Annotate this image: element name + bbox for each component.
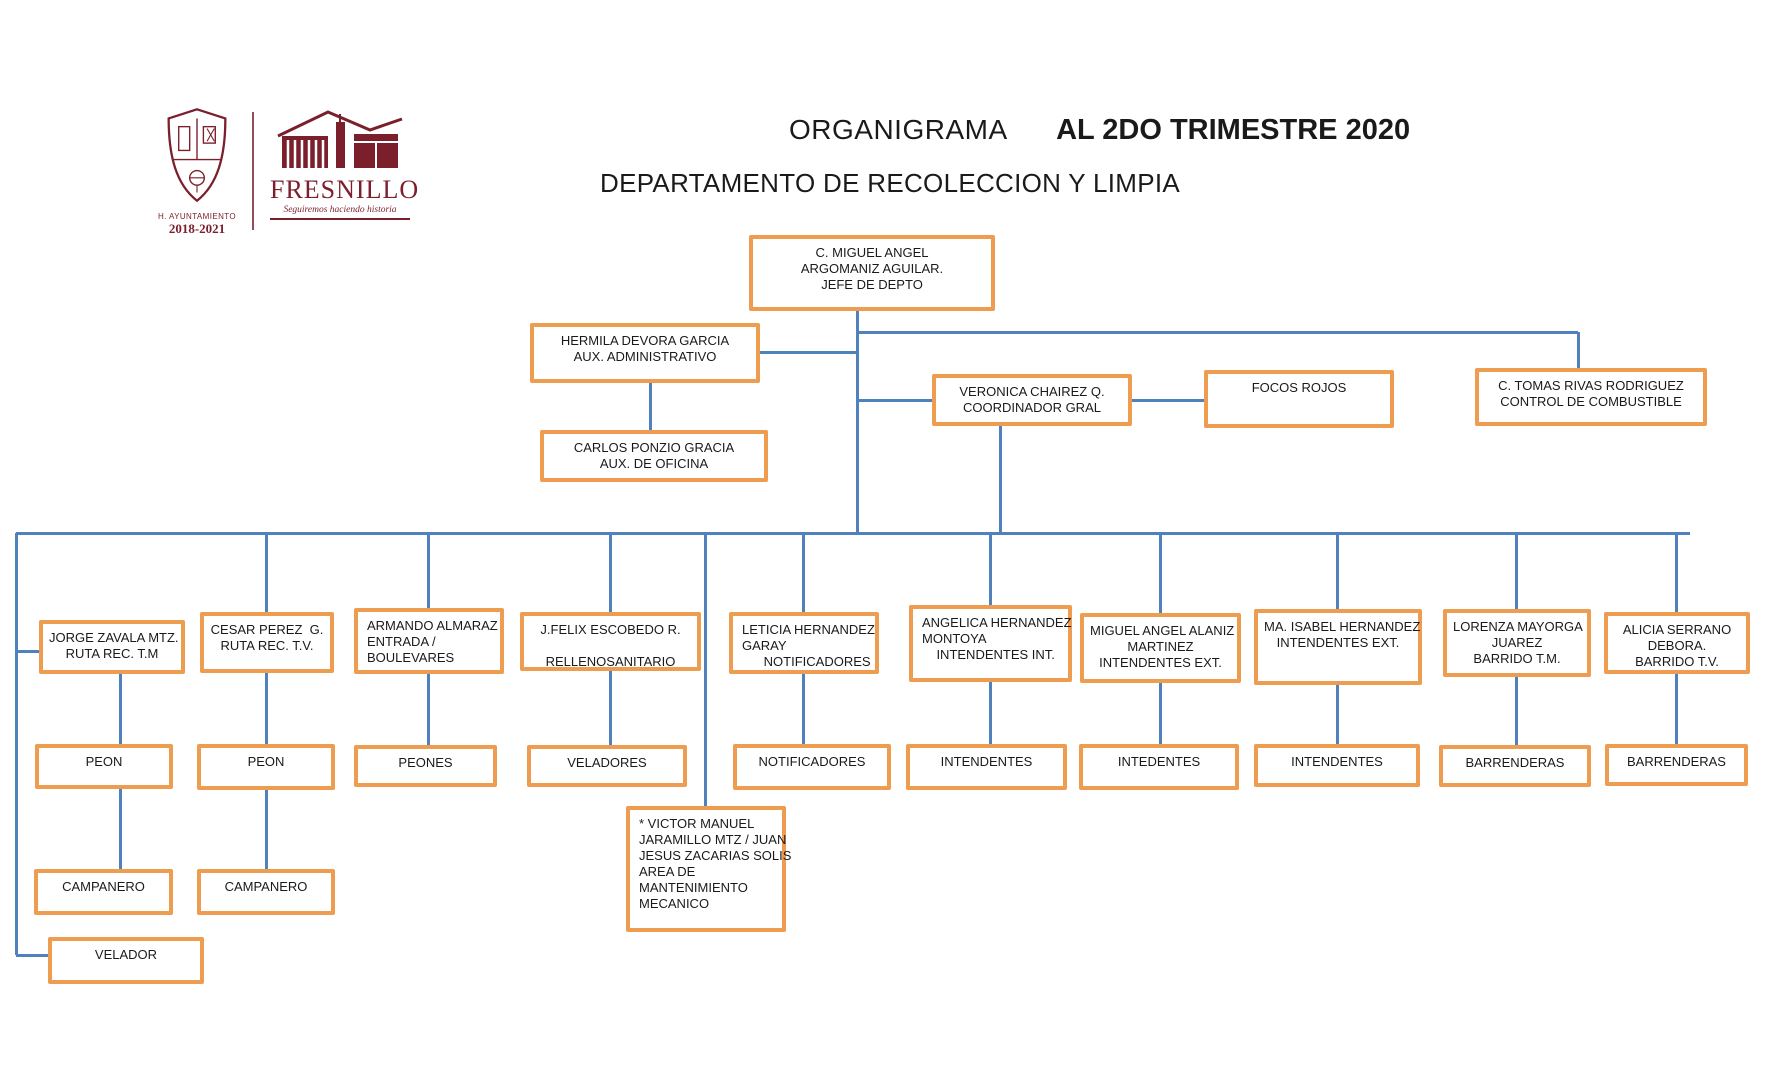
org-node-line: JORGE ZAVALA MTZ. [49, 630, 179, 645]
org-node-line: CARLOS PONZIO GRACIA [573, 440, 735, 455]
org-node-line: INTENDENTES [940, 754, 1033, 769]
org-node-line: PEON [85, 754, 123, 769]
org-node-line: BARRIDO T.M. [1473, 651, 1561, 666]
page-subtitle: DEPARTAMENTO DE RECOLECCION Y LIMPIA [600, 168, 1181, 198]
org-node-line: * VICTOR MANUEL [639, 816, 755, 831]
org-node-line: PEONES [398, 755, 453, 770]
org-node-line: DEBORA. [1647, 638, 1707, 653]
org-node-line: MIGUEL ANGEL ALANIZ [1090, 623, 1235, 638]
org-node-line: GARAY [742, 638, 787, 653]
org-node-line: HERMILA DEVORA GARCIA [560, 333, 730, 348]
org-node-aux-administrativo [530, 323, 760, 383]
org-node-line: BARRENDERAS [1627, 754, 1726, 769]
connector-line [1675, 674, 1678, 744]
connector-line [119, 789, 122, 869]
org-node-line: BARRENDERAS [1465, 755, 1565, 770]
fresnillo-wordmark: FRESNILLO [270, 175, 420, 204]
org-node-line: CAMPANERO [224, 879, 308, 894]
org-node-line: INTENDENTES EXT. [1276, 635, 1400, 650]
connector-line [1132, 399, 1204, 402]
org-node-line: VELADORES [567, 755, 647, 770]
connector-line [857, 399, 932, 402]
connector-line [427, 674, 430, 745]
ayuntamiento-years: 2018-2021 [168, 221, 226, 236]
logo-block [158, 106, 420, 237]
org-node-line: JEFE DE DEPTO [821, 277, 923, 292]
connector-line [1336, 685, 1339, 744]
connector-line [427, 533, 430, 608]
org-node-line: AREA DE [639, 864, 696, 879]
connector-line [989, 533, 992, 605]
connector-line [1515, 533, 1518, 609]
org-node-mantenimiento-mecanico [626, 806, 792, 932]
ayuntamiento-caption: H. AYUNTAMIENTO [158, 212, 237, 221]
org-node-relleno-sanitario [520, 612, 701, 671]
connector-line [802, 533, 805, 612]
connector-line [999, 426, 1002, 533]
connector-line [265, 533, 268, 612]
logo-divider [252, 112, 254, 230]
connector-line [649, 383, 652, 430]
fresnillo-tagline: Seguiremos haciendo historia [283, 205, 397, 215]
org-node-line: ALICIA SERRANO [1622, 622, 1732, 637]
connector-line [265, 673, 268, 744]
org-node-line: PEON [247, 754, 285, 769]
connector-line [704, 533, 707, 806]
org-node-intendentes-ext-resp-2 [1254, 609, 1422, 685]
org-node-barrido-tv-resp [1604, 612, 1750, 674]
org-node-line: J.FELIX ESCOBEDO R. [540, 622, 681, 637]
connector-line [265, 790, 268, 869]
fresnillo-rule [270, 218, 410, 220]
org-node-line: AUX. DE OFICINA [599, 456, 709, 471]
org-node-peon-2 [197, 744, 335, 790]
org-node-campanero-2 [197, 869, 335, 915]
org-node-line: LETICIA HERNANDEZ [742, 622, 875, 637]
connector-line [609, 671, 612, 745]
org-node-line: INTENDENTES EXT. [1099, 655, 1222, 670]
org-node-line: MECANICO [639, 896, 710, 911]
org-node-line: COORDINADOR GRAL [963, 400, 1101, 415]
org-node-control-de-combustible [1475, 368, 1707, 426]
org-node-line: CESAR PEREZ G. [210, 622, 324, 637]
org-node-barrenderas-2 [1605, 744, 1748, 786]
connector-line [802, 674, 805, 744]
org-node-jefe-de-depto [749, 235, 995, 311]
org-node-ruta-rec-tv [200, 612, 334, 673]
connector-line [1159, 533, 1162, 613]
org-node-line: MANTENIMIENTO [639, 880, 748, 895]
org-node-intendentes-1 [906, 744, 1067, 790]
connector-line [857, 331, 1578, 334]
page-title [789, 114, 1410, 147]
org-node-line: RELLENOSANITARIO [545, 654, 676, 669]
org-node-line: VELADOR [94, 947, 158, 962]
org-node-barrenderas-1 [1439, 745, 1591, 787]
org-node-veladores [527, 745, 687, 787]
org-node-line: INTEDENTES [1117, 754, 1201, 769]
org-node-line: LORENZA MAYORGA [1453, 619, 1583, 634]
org-node-intendentes-int-resp [909, 605, 1072, 682]
org-node-campanero-1 [34, 869, 173, 915]
fresnillo-buildings-icon [274, 106, 406, 170]
org-node-intendentes-ext-resp-1 [1080, 613, 1241, 683]
connector-line [760, 351, 857, 354]
connector-line [16, 650, 39, 653]
org-node-notificadores-resp [729, 612, 879, 674]
org-node-line: MA. ISABEL HERNANDEZ [1264, 619, 1421, 634]
org-node-line: JUAREZ [1491, 635, 1543, 650]
org-node-ruta-rec-tm [39, 620, 185, 674]
org-node-line [530, 638, 691, 654]
org-node-line: CAMPANERO [62, 879, 145, 894]
connector-line [1675, 533, 1678, 612]
org-node-line: ANGELICA HERNANDEZ [922, 615, 1072, 630]
connector-line [1336, 533, 1339, 609]
connector-line [119, 674, 122, 744]
org-node-line: C. MIGUEL ANGEL [815, 245, 929, 260]
org-node-line: JESUS ZACARIAS SOLIS [639, 848, 792, 863]
org-node-barrido-tm-resp [1443, 609, 1591, 677]
org-node-notificadores [733, 744, 891, 790]
connector-line [16, 954, 48, 957]
org-node-line: INTENDENTES INT. [922, 647, 1055, 662]
org-node-focos-rojos [1204, 370, 1394, 428]
title-trimestre: AL 2DO TRIMESTRE 2020 [1056, 114, 1411, 146]
org-node-line: NOTIFICADORES [758, 754, 866, 769]
org-node-line: ENTRADA / [367, 634, 436, 649]
org-node-line: ARGOMANIZ AGUILAR. [800, 261, 944, 276]
ayuntamiento-shield-icon [165, 106, 229, 204]
org-node-line: C. TOMAS RIVAS RODRIGUEZ [1498, 378, 1684, 393]
connector-line [1159, 683, 1162, 744]
ayuntamiento-logo [158, 106, 236, 237]
org-node-aux-de-oficina [540, 430, 768, 482]
org-node-line: ARMANDO ALMARAZ [367, 618, 498, 633]
org-node-line: INTENDENTES [1291, 754, 1383, 769]
org-node-velador [48, 937, 204, 984]
fresnillo-logo [270, 106, 420, 220]
connector-line [609, 533, 612, 612]
org-node-line: FOCOS ROJOS [1251, 380, 1347, 395]
org-node-line: RUTA REC. T.V. [220, 638, 314, 653]
org-node-line: NOTIFICADORES [742, 654, 871, 669]
org-node-entrada-boulevares [354, 608, 504, 674]
org-node-coordinador-gral [932, 374, 1132, 426]
org-node-line: RUTA REC. T.M [65, 646, 159, 661]
connector-line [1515, 677, 1518, 745]
org-node-intedentes [1079, 744, 1239, 790]
org-node-line: BARRIDO T.V. [1635, 654, 1719, 669]
org-node-line: MARTINEZ [1127, 639, 1194, 654]
org-node-intendentes-2 [1254, 744, 1420, 787]
title-organigrama: ORGANIGRAMA [789, 114, 1008, 145]
connector-line [1577, 332, 1580, 368]
connector-line [856, 311, 859, 533]
org-node-line: BOULEVARES [367, 650, 455, 665]
org-node-line: CONTROL DE COMBUSTIBLE [1500, 394, 1682, 409]
org-node-line: JARAMILLO MTZ / JUAN [639, 832, 787, 847]
connector-line [989, 682, 992, 744]
org-node-line: VERONICA CHAIREZ Q. [959, 384, 1105, 399]
org-node-line: AUX. ADMINISTRATIVO [573, 349, 717, 364]
org-node-peones [354, 745, 497, 787]
connector-line [15, 533, 18, 955]
org-node-line: MONTOYA [922, 631, 987, 646]
org-node-peon-1 [35, 744, 173, 789]
